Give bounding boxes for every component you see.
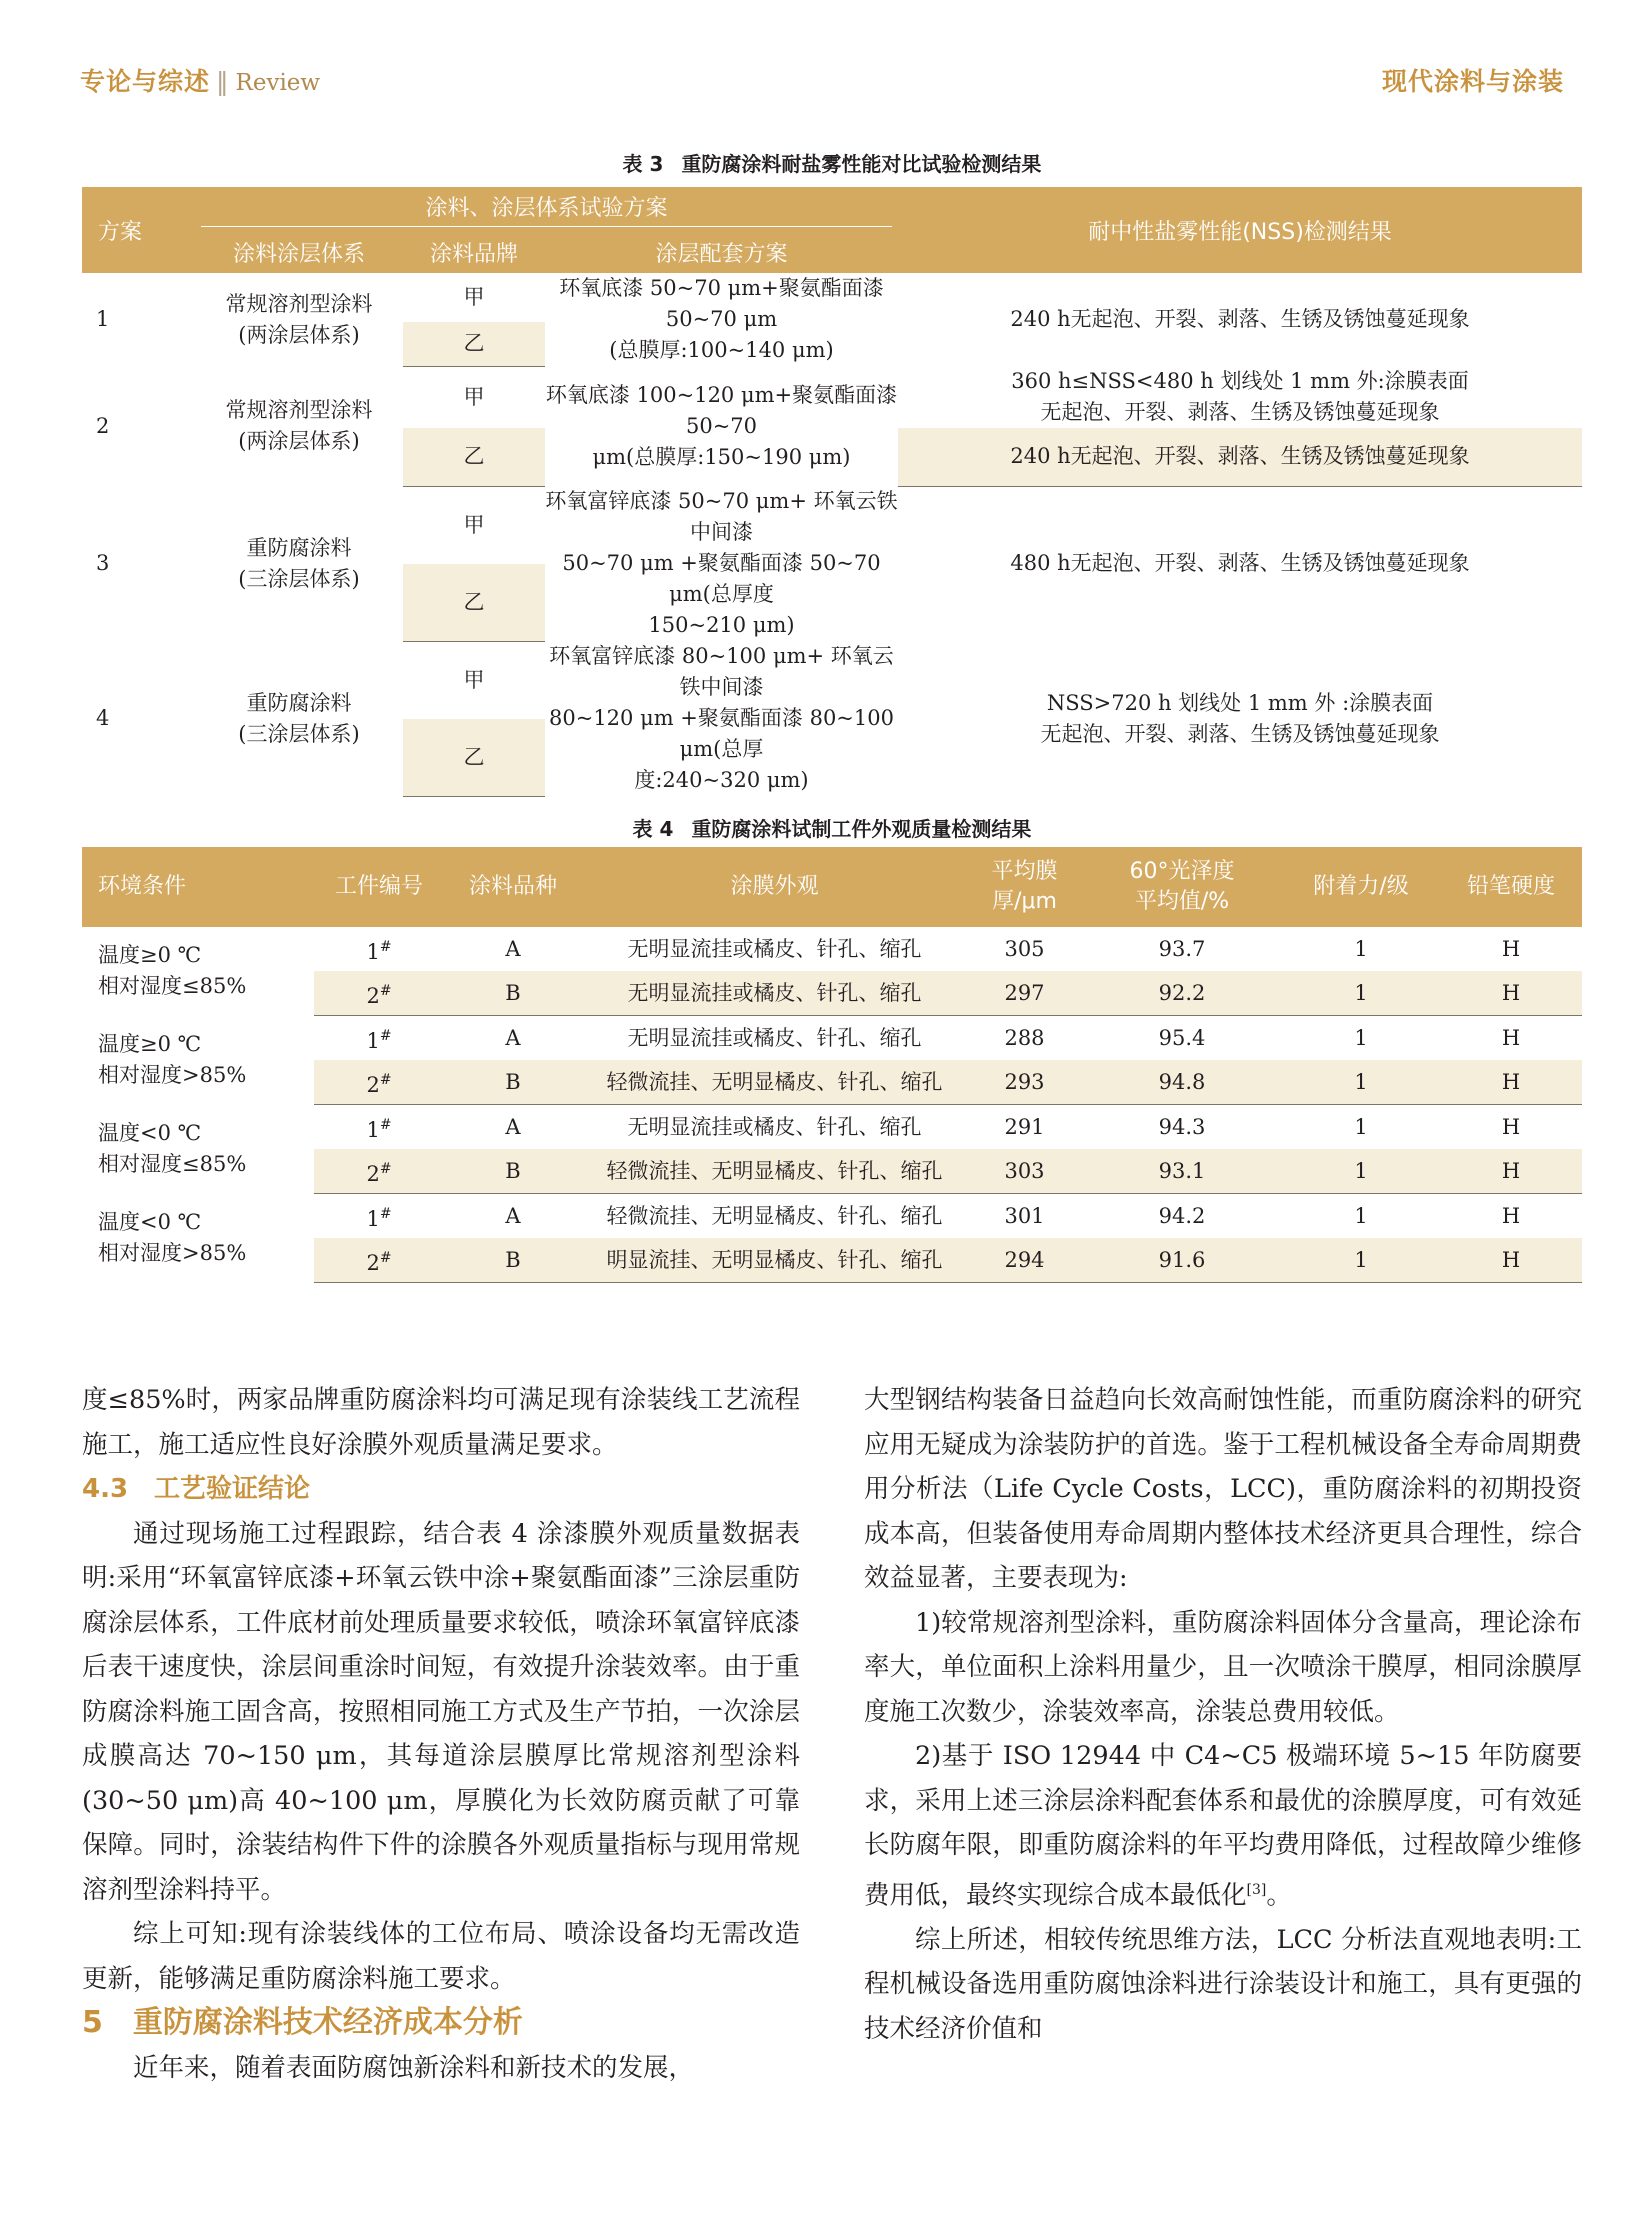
adhesion-grade: 1: [1354, 1204, 1368, 1228]
table-row: [82, 273, 1582, 322]
th-brand: 涂料品牌: [403, 231, 545, 273]
header-separator: ‖: [216, 67, 230, 96]
paragraph: 大型钢结构装备日益趋向长效高耐蚀性能，而重防腐涂料的研究应用无疑成为涂装防护的首选。鉴于工程机械设备全寿命周期费用分析法（Life Cycle Costs，LCC)，重防腐涂料的初期投资成本高，但装备使用寿命周期内整体技术经济更具合理性，综合效益显著，主要表现为:: [864, 1385, 1582, 1593]
table4-header-cell: 工件编号: [314, 847, 444, 927]
workpiece-no: 2#: [314, 1149, 444, 1194]
adhesion-grade: 1: [1282, 971, 1440, 1016]
paragraph: 综上可知:现有涂装线体的工位布局、喷涂设备均无需改造更新，能够满足重防腐涂料施工要求。: [82, 1919, 800, 1994]
adhesion-grade: 1: [1282, 1149, 1440, 1194]
table4-header-cell: 环境条件: [82, 847, 314, 927]
scheme-id: 2: [96, 413, 110, 438]
table-row: [82, 1194, 1582, 1239]
right-text-column: [864, 1378, 1582, 2051]
table3-caption: [82, 148, 1582, 177]
paragraph: 1)较常规溶剂型涂料，重防腐涂料固体分含量高，理论涂布率大，单位面积上涂料用量少，且一次喷涂干膜厚，相同涂膜厚度施工次数少，涂装效率高，涂装总费用较低。: [864, 1607, 1582, 1727]
th-scheme: 方案: [82, 187, 195, 273]
config-cell: 环氧富锌底漆 50~70 μm+ 环氧云铁中间漆 50~70 μm +聚氨酯面漆 50~70 μm(总厚度 150~210 μm): [545, 489, 898, 637]
table4-header-cell: 附着力/级: [1282, 847, 1440, 927]
paragraph: 度≤85%时，两家品牌重防腐涂料均可满足现有涂装线工艺流程施工，施工适应性良好涂膜外观质量满足要求。: [82, 1385, 800, 1460]
config-cell: 环氧底漆 50~70 μm+聚氨酯面漆 50~70 μm (总膜厚:100~140 μm): [559, 276, 884, 362]
brand-cell: 乙: [403, 564, 545, 642]
nss-result: 240 h无起泡、开裂、剥落、生锈及锈蚀蔓延现象: [898, 428, 1582, 486]
th-test-plan-label: 涂料、涂层体系试验方案: [201, 191, 892, 227]
brand-cell: 甲: [463, 384, 485, 409]
film-thickness: 288: [1004, 1026, 1045, 1050]
paragraph-end: 。: [1266, 1880, 1292, 1910]
pencil-hardness: H: [1501, 1026, 1521, 1050]
scheme-id: 1: [96, 307, 110, 331]
gloss-value: 93.1: [1082, 1149, 1282, 1194]
table-row: [82, 1016, 1582, 1061]
gloss-value: 94.2: [1158, 1204, 1206, 1228]
table4-caption: [82, 813, 1582, 842]
pencil-hardness: H: [1501, 937, 1521, 961]
env-condition: 温度≥0 ℃ 相对湿度≤85%: [98, 943, 247, 999]
paint-kind: B: [444, 1238, 582, 1283]
env-condition: 温度<0 ℃ 相对湿度>85%: [98, 1210, 247, 1265]
adhesion-grade: 1: [1282, 1238, 1440, 1283]
paragraph: 综上所述，相较传统思维方法，LCC 分析法直观地表明:工程机械设备选用重防腐蚀涂料进行涂装设计和施工，具有更强的技术经济价值和: [864, 1924, 1582, 2044]
table4-header-cell: 60°光泽度 平均值/%: [1082, 847, 1282, 927]
th-test-plan: [195, 187, 898, 231]
brand-cell: 甲: [463, 667, 485, 692]
gloss-value: 92.2: [1082, 971, 1282, 1016]
section-heading-5: 5 重防腐涂料技术经济成本分析: [82, 2005, 523, 2040]
film-thickness: 301: [1004, 1204, 1045, 1228]
table3-number: 表 3: [622, 152, 664, 176]
running-header-left: [80, 62, 320, 98]
brand-cell: 乙: [403, 322, 545, 366]
config-cell: 环氧富锌底漆 80~100 μm+ 环氧云铁中间漆 80~120 μm +聚氨酯面漆 80~100 μm(总厚 度:240~320 μm): [549, 644, 894, 792]
pencil-hardness: H: [1501, 1204, 1521, 1228]
adhesion-grade: 1: [1282, 1060, 1440, 1105]
film-thickness: 291: [1004, 1115, 1045, 1139]
coating-system: 常规溶剂型涂料 (两涂层体系): [225, 291, 373, 347]
left-text-column: [82, 1378, 800, 2090]
gloss-value: 94.3: [1158, 1115, 1206, 1139]
film-thickness: 303: [967, 1149, 1082, 1194]
paint-kind: B: [444, 1149, 582, 1194]
scheme-id: 4: [96, 706, 110, 730]
coating-system: 重防腐涂料 (三涂层体系): [238, 535, 360, 591]
th-config: 涂层配套方案: [545, 231, 898, 273]
gloss-value: 95.4: [1158, 1026, 1206, 1050]
table4-header-cell: 平均膜 厚/μm: [967, 847, 1082, 927]
nss-result: 480 h无起泡、开裂、剥落、生锈及锈蚀蔓延现象: [1010, 551, 1470, 576]
film-thickness: 297: [967, 971, 1082, 1016]
paint-kind: B: [444, 1060, 582, 1105]
table-row: [82, 486, 1582, 564]
film-appearance: 无明显流挂或橘皮、针孔、缩孔: [627, 937, 922, 961]
film-appearance: 无明显流挂或橘皮、针孔、缩孔: [627, 1115, 922, 1139]
film-appearance: 轻微流挂、无明显橘皮、针孔、缩孔: [606, 1204, 943, 1228]
gloss-value: 93.7: [1158, 937, 1206, 961]
paragraph-text: 2)基于 ISO 12944 中 C4~C5 极端环境 5~15 年防腐要求，采用上述三涂层涂料配套体系和最优的涂膜厚度，可有效延长防腐年限，即重防腐涂料的年平均费用降低，过程故障少维修费用低，最终实现综合成本最低化: [864, 1741, 1582, 1910]
film-appearance: 轻微流挂、无明显橘皮、针孔、缩孔: [582, 1149, 967, 1194]
section-heading-4-3: 4.3 工艺验证结论: [82, 1474, 311, 1504]
citation-ref: [3]: [1246, 1881, 1267, 1898]
adhesion-grade: 1: [1354, 1026, 1368, 1050]
pencil-hardness: H: [1440, 1238, 1582, 1283]
adhesion-grade: 1: [1354, 1115, 1368, 1139]
th-nss-result: 耐中性盐雾性能(NSS)检测结果: [898, 187, 1582, 273]
workpiece-no: 2#: [314, 971, 444, 1016]
table4: [82, 847, 1582, 1283]
coating-system: 重防腐涂料 (三涂层体系): [238, 690, 360, 746]
journal-name: 现代涂料与涂装: [1381, 67, 1564, 96]
paint-kind: A: [505, 937, 521, 961]
pencil-hardness: H: [1440, 971, 1582, 1016]
paint-kind: A: [505, 1026, 521, 1050]
table-row: [82, 927, 1582, 971]
table4-header-cell: 铅笔硬度: [1440, 847, 1582, 927]
gloss-value: 91.6: [1082, 1238, 1282, 1283]
coating-system: 常规溶剂型涂料 (两涂层体系): [225, 398, 373, 453]
pencil-hardness: H: [1440, 1060, 1582, 1105]
table3: [82, 187, 1582, 797]
paragraph: [864, 1734, 1582, 1918]
table3-title: 重防腐涂料耐盐雾性能对比试验检测结果: [681, 152, 1042, 176]
adhesion-grade: 1: [1354, 937, 1368, 961]
film-thickness: 294: [967, 1238, 1082, 1283]
th-coating-system: 涂料涂层体系: [195, 231, 403, 273]
table-row: [82, 1105, 1582, 1150]
workpiece-no: 1#: [366, 938, 392, 964]
table4-title: 重防腐涂料试制工件外观质量检测结果: [691, 817, 1032, 841]
paint-kind: A: [505, 1204, 521, 1228]
paragraph: 近年来，随着表面防腐蚀新涂料和新技术的发展，: [133, 2052, 695, 2083]
workpiece-no: 2#: [314, 1238, 444, 1283]
paint-kind: A: [505, 1115, 521, 1139]
table4-number: 表 4: [632, 817, 674, 841]
film-thickness: 305: [1004, 937, 1045, 961]
brand-cell: 乙: [403, 719, 545, 797]
paint-kind: B: [444, 971, 582, 1016]
pencil-hardness: H: [1440, 1149, 1582, 1194]
workpiece-no: 1#: [366, 1205, 392, 1231]
column-name: 专论与综述: [80, 67, 211, 96]
paragraph: 通过现场施工过程跟踪，结合表 4 涂漆膜外观质量数据表明:采用“环氧富锌底漆+环氧云铁中涂+聚氨酯面漆”三涂层重防腐涂层体系，工件底材前处理质量要求较低，喷涂环氧富锌底漆后表干速度快，涂层间重涂时间短，有效提升涂装效率。由于重防腐涂料施工固含高，按照相同施工方式及生产节拍，一次涂层成膜高达 70~150 μm，其每道涂层膜厚比常规溶剂型涂料(30~50 μm)高 40~100 μm，厚膜化为长效防腐贡献了可靠保障。同时，涂装结构件下件的涂膜各外观质量指标与现用常规溶剂型涂料持平。: [82, 1518, 800, 1905]
table4-header-cell: 涂料品种: [444, 847, 582, 927]
env-condition: 温度≥0 ℃ 相对湿度>85%: [98, 1032, 247, 1087]
workpiece-no: 2#: [314, 1060, 444, 1105]
table4-header-cell: 涂膜外观: [582, 847, 967, 927]
brand-cell: 乙: [403, 428, 545, 486]
brand-cell: 甲: [463, 512, 485, 537]
film-appearance: 轻微流挂、无明显橘皮、针孔、缩孔: [582, 1060, 967, 1105]
nss-result: 360 h≤NSS<480 h 划线处 1 mm 外:涂膜表面 无起泡、开裂、剥落、生锈及锈蚀蔓延现象: [1011, 369, 1469, 424]
scheme-id: 3: [96, 551, 110, 575]
pencil-hardness: H: [1501, 1115, 1521, 1139]
nss-result: 240 h无起泡、开裂、剥落、生锈及锈蚀蔓延现象: [1010, 307, 1470, 331]
film-appearance: 明显流挂、无明显橘皮、针孔、缩孔: [582, 1238, 967, 1283]
film-appearance: 无明显流挂或橘皮、针孔、缩孔: [627, 1026, 922, 1050]
nss-result: NSS>720 h 划线处 1 mm 外 :涂膜表面 无起泡、开裂、剥落、生锈及锈蚀蔓延现象: [1040, 690, 1440, 746]
film-appearance: 无明显流挂或橘皮、针孔、缩孔: [582, 971, 967, 1016]
workpiece-no: 1#: [366, 1027, 392, 1053]
config-cell: 环氧底漆 100~120 μm+聚氨酯面漆 50~70 μm(总膜厚:150~190 μm): [545, 382, 898, 469]
env-condition: 温度<0 ℃ 相对湿度≤85%: [98, 1121, 247, 1176]
column-name-english: Review: [235, 70, 321, 96]
brand-cell: 甲: [463, 284, 485, 309]
table-row: [82, 366, 1582, 428]
workpiece-no: 1#: [366, 1116, 392, 1142]
gloss-value: 94.8: [1082, 1060, 1282, 1105]
film-thickness: 293: [967, 1060, 1082, 1105]
table-row: [82, 641, 1582, 719]
